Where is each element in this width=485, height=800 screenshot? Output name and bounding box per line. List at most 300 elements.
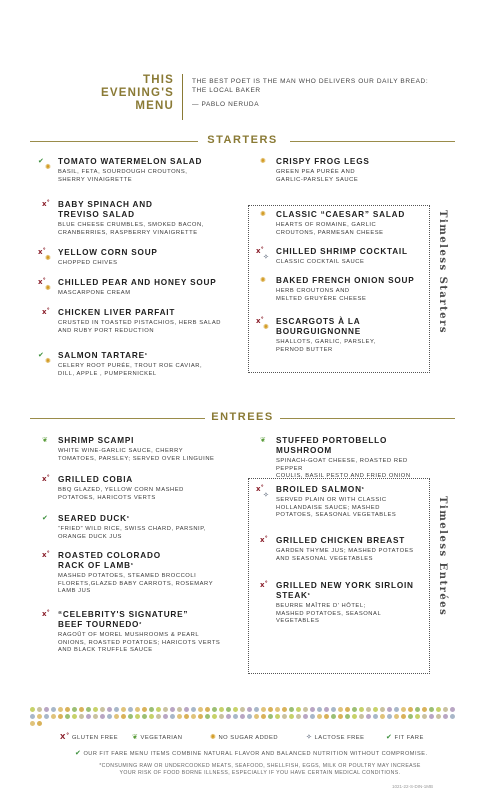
menu-item bbox=[42, 514, 238, 541]
decorative-dot bbox=[163, 707, 168, 712]
description-line: HOLLANDAISE SAUCE; MASHED bbox=[276, 504, 380, 511]
decorative-dot bbox=[86, 714, 91, 719]
description-line: CRUSTED IN TOASTED PISTACHIOS, HERB SALAD bbox=[58, 320, 221, 326]
description-line: RAGOÛT OF MOREL MUSHROOMS & PEARL bbox=[58, 632, 200, 638]
timeless-starters-box bbox=[248, 205, 430, 373]
item-name-text: ESCARGOTS À LA bbox=[276, 317, 361, 326]
timeless-entrees-box bbox=[248, 478, 430, 674]
decorative-dot bbox=[450, 707, 455, 712]
gluten-free-icon: x˚ bbox=[256, 317, 265, 325]
legend-fit-fare bbox=[386, 734, 424, 741]
decorative-dot bbox=[289, 707, 294, 712]
item-name bbox=[58, 351, 238, 361]
decorative-dot bbox=[121, 707, 126, 712]
item-name-text: SALMON TARTARE bbox=[58, 351, 145, 360]
legend-text: VEGETARIAN bbox=[140, 735, 183, 741]
heading-rule-right bbox=[280, 418, 455, 419]
item-name-text: TOMATO WATERMELON SALAD bbox=[58, 157, 203, 166]
decorative-dot bbox=[135, 714, 140, 719]
dietary-icons bbox=[36, 551, 56, 573]
decorative-dot bbox=[303, 714, 308, 719]
decorative-dot bbox=[142, 714, 147, 719]
title-line-1: THIS bbox=[143, 74, 174, 86]
decorative-dot bbox=[65, 714, 70, 719]
decorative-dot bbox=[107, 714, 112, 719]
description-line: CROUTONS, PARMESAN CHEESE bbox=[276, 229, 384, 236]
decorative-dot bbox=[219, 707, 224, 712]
no-sugar-star-icon: ✺ bbox=[260, 276, 266, 284]
decorative-dot bbox=[429, 707, 434, 712]
dietary-icons bbox=[36, 514, 56, 536]
decorative-dot bbox=[282, 714, 287, 719]
gluten-free-icon: x˚ bbox=[38, 278, 47, 286]
decorative-dot bbox=[380, 714, 385, 719]
entrees-heading bbox=[30, 411, 455, 425]
legend-gluten-free bbox=[60, 734, 118, 741]
decorative-dot bbox=[373, 707, 378, 712]
description-line: BBQ GLAZED, YELLOW CORN MASHED bbox=[58, 487, 184, 493]
decorative-dot bbox=[450, 714, 455, 719]
timeless-entrees-label: Timeless Entrées bbox=[437, 496, 448, 617]
item-name bbox=[58, 200, 238, 210]
decorative-dot bbox=[44, 714, 49, 719]
item-name-text: CHICKEN LIVER PARFAIT bbox=[58, 308, 176, 317]
gluten-free-icon: x˚ bbox=[42, 200, 51, 208]
description-line: ONIONS, ROASTED POTATOES; HARICOTS VERTS bbox=[58, 639, 221, 646]
description-line: CLASSIC COCKTAIL SAUCE bbox=[276, 259, 365, 265]
description-line: MASHED POTATOES, STEAMED BROCCOLI bbox=[58, 573, 197, 579]
fit-fare-check-icon: ✔ bbox=[38, 351, 44, 359]
description-line: HEARTS OF ROMAINE, GARLIC bbox=[276, 222, 377, 228]
decorative-dot bbox=[422, 707, 427, 712]
menu-item bbox=[42, 610, 238, 655]
quote-attribution: — PABLO NERUDA bbox=[192, 101, 260, 108]
item-name bbox=[58, 551, 238, 561]
dietary-icons bbox=[254, 436, 274, 458]
decorative-dot bbox=[37, 707, 42, 712]
title-divider bbox=[182, 74, 183, 120]
item-description bbox=[58, 487, 238, 502]
decorative-dot bbox=[310, 707, 315, 712]
decorative-dot bbox=[30, 714, 35, 719]
decorative-dot bbox=[156, 707, 161, 712]
gluten-free-icon: x˚ bbox=[260, 581, 269, 589]
decorative-dot bbox=[184, 714, 189, 719]
decorative-dot bbox=[331, 714, 336, 719]
gluten-free-icon: x˚ bbox=[42, 308, 51, 316]
legend-text: NO SUGAR ADDED bbox=[218, 735, 279, 741]
item-name-text: GRILLED COBIA bbox=[58, 475, 133, 484]
description-line: BLUE CHEESE CRUMBLES, SMOKED BACON, bbox=[58, 222, 204, 228]
description-line: BEURRE MAÎTRE D' HÔTEL; bbox=[276, 603, 366, 609]
item-name-text: BEEF TOURNEDO bbox=[58, 620, 140, 629]
description-line: LAMB JUS bbox=[58, 588, 91, 595]
menu-item bbox=[42, 436, 238, 463]
item-name-text: GRILLED NEW YORK SIRLOIN bbox=[276, 581, 414, 590]
gluten-free-icon: x˚ bbox=[38, 248, 47, 256]
decorative-dot bbox=[100, 707, 105, 712]
decorative-dot bbox=[310, 714, 315, 719]
decorative-dot bbox=[198, 707, 203, 712]
decorative-dot bbox=[373, 714, 378, 719]
decorative-dot bbox=[261, 707, 266, 712]
item-name bbox=[276, 157, 426, 167]
item-name-text: GRILLED CHICKEN BREAST bbox=[276, 536, 406, 545]
description-line: GREEN PEA PURÉE AND bbox=[276, 169, 356, 175]
warning-line-2: YOUR RISK OF FOOD BORNE ILLNESS, ESPECIALLY IF YOU HAVE CERTAIN MEDICAL CONDITIONS. bbox=[119, 770, 401, 776]
lactose-free-icon: ✧ bbox=[263, 253, 269, 261]
decorative-dot bbox=[163, 714, 168, 719]
decorative-dot bbox=[359, 714, 364, 719]
decorative-dot bbox=[142, 707, 147, 712]
decorative-dot bbox=[324, 707, 329, 712]
description-line: HERB CROUTONS AND bbox=[276, 288, 350, 294]
decorative-dot bbox=[422, 714, 427, 719]
description-line: PERNOD BUTTER bbox=[276, 346, 333, 353]
dietary-icons bbox=[36, 308, 56, 330]
item-name-text: STUFFED PORTOBELLO MUSHROOM bbox=[276, 436, 388, 455]
dietary-icons bbox=[36, 436, 56, 458]
decorative-dot bbox=[177, 714, 182, 719]
decorative-dot bbox=[401, 714, 406, 719]
gluten-free-icon: x˚ bbox=[256, 247, 265, 255]
item-name-text: YELLOW CORN SOUP bbox=[58, 248, 158, 257]
decorative-dot bbox=[359, 707, 364, 712]
decorative-dot bbox=[366, 714, 371, 719]
decorative-dot bbox=[30, 721, 35, 726]
decorative-dot bbox=[387, 707, 392, 712]
description-line: MASCARPONE CREAM bbox=[58, 290, 131, 296]
item-name-text: CHILLED SHRIMP COCKTAIL bbox=[276, 247, 408, 256]
heading-rule-right bbox=[290, 141, 455, 142]
decorative-dot bbox=[240, 707, 245, 712]
gluten-free-icon: x˚ bbox=[260, 536, 269, 544]
dietary-icons bbox=[36, 475, 56, 497]
vegetarian-leaf-icon: ❦ bbox=[42, 436, 48, 444]
decorative-dot bbox=[37, 721, 42, 726]
description-line: COULIS, BASIL PESTO AND FRIED ONION bbox=[276, 473, 411, 480]
decorative-dot bbox=[394, 714, 399, 719]
decorative-dot bbox=[72, 707, 77, 712]
raw-food-mark: * bbox=[139, 622, 142, 628]
item-name bbox=[58, 157, 238, 167]
decorative-dot bbox=[93, 714, 98, 719]
decorative-dot bbox=[212, 714, 217, 719]
warning-line-1: *CONSUMING RAW OR UNDERCOOKED MEATS, SEAFOOD, SHELLFISH, EGGS, MILK OR POULTRY MAY INCREASE bbox=[99, 763, 421, 769]
decorative-dot bbox=[247, 714, 252, 719]
item-name bbox=[276, 436, 426, 456]
dietary-icons bbox=[36, 610, 56, 632]
starters-heading bbox=[30, 134, 455, 148]
decorative-dot bbox=[436, 714, 441, 719]
no-sugar-star-icon: ✺ bbox=[45, 254, 51, 262]
description-line: GARDEN THYME JUS; MASHED POTATOES bbox=[276, 548, 414, 554]
description-line: GARLIC-PARSLEY SAUCE bbox=[276, 176, 359, 183]
item-description bbox=[276, 169, 426, 184]
description-line: WHITE WINE-GARLIC SAUCE, CHERRY bbox=[58, 448, 184, 454]
description-line: ORANGE DUCK JUS bbox=[58, 533, 122, 540]
entrees-label: ENTREES bbox=[211, 411, 274, 423]
gluten-free-icon: x˚ bbox=[42, 610, 51, 618]
menu-header bbox=[30, 74, 470, 124]
menu-item bbox=[42, 475, 238, 502]
menu-item bbox=[260, 436, 426, 481]
description-line: SERVED PLAIN OR WITH CLASSIC bbox=[276, 497, 387, 503]
decorative-dot bbox=[205, 707, 210, 712]
decorative-dot bbox=[191, 707, 196, 712]
decorative-dot bbox=[205, 714, 210, 719]
item-description bbox=[58, 222, 238, 237]
fit-fare-check-icon: ✔ bbox=[42, 514, 48, 522]
vegetarian-leaf-icon: ❦ bbox=[260, 436, 266, 444]
decorative-dot bbox=[65, 707, 70, 712]
gluten-free-icon: X˚ bbox=[60, 733, 70, 741]
decorative-dot bbox=[352, 707, 357, 712]
menu-code: 1021-22-S-DIN-1MB bbox=[392, 784, 434, 789]
menu-item bbox=[38, 351, 238, 378]
gluten-free-icon: x˚ bbox=[42, 475, 51, 483]
description-line: TOMATOES, PARSLEY; SERVED OVER LINGUINE bbox=[58, 455, 215, 462]
decorative-dot bbox=[149, 714, 154, 719]
description-line: POTATOES, HARICOTS VERTS bbox=[58, 494, 156, 501]
description-line: SHERRY VINAIGRETTE bbox=[58, 176, 133, 183]
item-name-text: BAKED FRENCH ONION SOUP bbox=[276, 276, 415, 285]
fit-fare-check-icon: ✔ bbox=[38, 157, 44, 165]
decorative-dot bbox=[387, 714, 392, 719]
menu-item bbox=[42, 308, 238, 335]
timeless-starters-label: Timeless Starters bbox=[437, 210, 448, 335]
decorative-dot bbox=[338, 707, 343, 712]
decorative-dot bbox=[247, 707, 252, 712]
menu-item bbox=[38, 278, 238, 298]
description-line: MELTED GRUYÈRE CHEESE bbox=[276, 295, 367, 302]
item-name-text: BROILED SALMON bbox=[276, 485, 362, 494]
item-name-line-2 bbox=[58, 620, 238, 630]
dietary-icons bbox=[36, 248, 56, 270]
no-sugar-star-icon: ✺ bbox=[210, 733, 217, 741]
decorative-dot bbox=[401, 707, 406, 712]
item-name-text: TREVISO SALAD bbox=[58, 210, 135, 219]
decorative-dot bbox=[443, 707, 448, 712]
item-name-text: SHRIMP SCAMPI bbox=[58, 436, 135, 445]
raw-food-warning bbox=[60, 763, 460, 777]
decorative-dot bbox=[128, 707, 133, 712]
raw-food-mark: * bbox=[361, 487, 365, 493]
item-name-line-2 bbox=[58, 210, 238, 220]
item-description bbox=[58, 632, 238, 655]
description-line: CELERY ROOT PURÉE, TROUT ROE CAVIAR, bbox=[58, 363, 203, 369]
quote bbox=[192, 78, 472, 110]
decorative-dot bbox=[282, 707, 287, 712]
decorative-dot bbox=[79, 707, 84, 712]
description-line: AND BLACK TRUFFLE SAUCE bbox=[58, 647, 153, 654]
quote-line-2: THE LOCAL BAKER bbox=[192, 86, 261, 94]
item-name-text: STEAK bbox=[276, 591, 308, 600]
decorative-dot bbox=[219, 714, 224, 719]
dietary-icons bbox=[254, 157, 274, 179]
decorative-dot bbox=[121, 714, 126, 719]
menu-item bbox=[38, 248, 238, 268]
decorative-dot bbox=[170, 714, 175, 719]
decorative-dot bbox=[30, 707, 35, 712]
decorative-dot bbox=[296, 714, 301, 719]
menu-item bbox=[38, 157, 238, 184]
decorative-dot bbox=[114, 707, 119, 712]
decorative-dot bbox=[415, 714, 420, 719]
decorative-dot bbox=[352, 714, 357, 719]
lactose-free-icon: ✧ bbox=[306, 733, 313, 741]
decorative-dot bbox=[93, 707, 98, 712]
decorative-dot bbox=[198, 714, 203, 719]
decorative-dot bbox=[261, 714, 266, 719]
menu-item bbox=[42, 551, 238, 596]
item-name-text: CRISPY FROG LEGS bbox=[276, 157, 370, 166]
title-line-3: MENU bbox=[135, 100, 174, 112]
raw-food-mark: * bbox=[130, 563, 134, 569]
item-name-text: RACK OF LAMB bbox=[58, 561, 131, 570]
no-sugar-star-icon: ✺ bbox=[45, 163, 51, 171]
decorative-dot bbox=[212, 707, 217, 712]
description-line: CRANBERRIES, RASPBERRY VINAIGRETTE bbox=[58, 229, 198, 236]
decorative-dot bbox=[72, 714, 77, 719]
decorative-dot bbox=[184, 707, 189, 712]
decorative-dot bbox=[226, 707, 231, 712]
item-name bbox=[58, 475, 238, 485]
decorative-dot bbox=[51, 714, 56, 719]
vegetarian-leaf-icon: ❦ bbox=[132, 733, 139, 741]
description-line: SPINACH-GOAT CHEESE, ROASTED RED PEPPER bbox=[276, 458, 408, 472]
decorative-dot bbox=[429, 714, 434, 719]
fit-fare-check-icon: ✔ bbox=[386, 733, 393, 741]
decorative-dot bbox=[135, 707, 140, 712]
decorative-dot bbox=[170, 707, 175, 712]
item-name bbox=[58, 248, 238, 258]
item-name-text: BOURGUIGNONNE bbox=[276, 327, 361, 336]
item-name bbox=[58, 610, 238, 620]
item-description bbox=[58, 320, 238, 335]
legend-text: GLUTEN FREE bbox=[72, 735, 119, 741]
item-description bbox=[58, 363, 238, 378]
item-name-text: CHILLED PEAR AND HONEY SOUP bbox=[58, 278, 217, 287]
item-name-text: “CELEBRITY'S SIGNATURE” bbox=[58, 610, 189, 619]
raw-food-mark: * bbox=[307, 593, 311, 599]
decorative-dot bbox=[317, 707, 322, 712]
title-line-2: EVENING'S bbox=[101, 87, 174, 99]
item-name bbox=[58, 436, 238, 446]
decorative-dot bbox=[268, 714, 273, 719]
no-sugar-star-icon: ✺ bbox=[45, 357, 51, 365]
decorative-dot bbox=[233, 714, 238, 719]
dietary-icons bbox=[36, 278, 56, 300]
gluten-free-icon: x˚ bbox=[42, 551, 51, 559]
fit-fare-note bbox=[75, 750, 455, 757]
item-name-text: ROASTED COLORADO bbox=[58, 551, 161, 560]
decorative-dot bbox=[58, 707, 63, 712]
description-line: DILL, APPLE , PUMPERNICKEL bbox=[58, 370, 157, 377]
decorative-dot bbox=[289, 714, 294, 719]
no-sugar-star-icon: ✺ bbox=[45, 284, 51, 292]
decorative-dot bbox=[37, 714, 42, 719]
description-line: CHOPPED CHIVES bbox=[58, 260, 118, 266]
description-line: FLORETS,GLAZED BABY CARROTS, ROSEMARY bbox=[58, 580, 214, 587]
decorative-dot bbox=[107, 707, 112, 712]
item-name bbox=[58, 278, 238, 288]
description-line: “FRIED” WILD RICE, SWISS CHARD, PARSNIP, bbox=[58, 526, 207, 532]
raw-food-mark: * bbox=[144, 353, 148, 359]
description-line: VEGETABLES bbox=[276, 618, 320, 625]
item-description bbox=[58, 573, 238, 596]
decorative-dot bbox=[58, 714, 63, 719]
decorative-dot bbox=[177, 707, 182, 712]
dietary-icons bbox=[36, 157, 56, 179]
decorative-dot bbox=[415, 707, 420, 712]
decorative-dot bbox=[408, 707, 413, 712]
item-name-text: SEARED DUCK bbox=[58, 514, 127, 523]
decorative-dot bbox=[275, 714, 280, 719]
quote-line-1: THE BEST POET IS THE MAN WHO DELIVERS OUR DAILY BREAD: bbox=[192, 78, 429, 85]
raw-food-mark: * bbox=[126, 516, 130, 522]
legend-lactose-free bbox=[306, 734, 365, 741]
menu-item bbox=[42, 200, 238, 237]
decorative-dot bbox=[394, 707, 399, 712]
decorative-dot bbox=[408, 714, 413, 719]
decorative-dot bbox=[436, 707, 441, 712]
legend-text: FIT FARE bbox=[394, 735, 424, 741]
decorative-dot bbox=[366, 707, 371, 712]
starters-label: STARTERS bbox=[207, 134, 278, 146]
decorative-dot bbox=[443, 714, 448, 719]
decorative-dot bbox=[149, 707, 154, 712]
description-line: SHALLOTS, GARLIC, PARSLEY, bbox=[276, 339, 376, 345]
description-line: AND SEASONAL VEGETABLES bbox=[276, 555, 374, 562]
menu-title bbox=[78, 74, 174, 113]
decorative-dot bbox=[317, 714, 322, 719]
decorative-dot bbox=[79, 714, 84, 719]
decorative-dot bbox=[114, 714, 119, 719]
gluten-free-icon: x˚ bbox=[256, 485, 265, 493]
decorative-dot bbox=[86, 707, 91, 712]
decorative-dot bbox=[324, 714, 329, 719]
decorative-dot bbox=[128, 714, 133, 719]
item-description bbox=[58, 169, 238, 184]
description-line: MASHED POTATOES, SEASONAL bbox=[276, 610, 382, 617]
legend-vegetarian bbox=[132, 734, 182, 741]
decorative-dot bbox=[191, 714, 196, 719]
decorative-dot bbox=[345, 707, 350, 712]
fit-fare-note-text: OUR FIT FARE MENU ITEMS COMBINE NATURAL FLAVOR AND BALANCED NUTRITION WITHOUT COMPROMISE. bbox=[83, 751, 428, 757]
decorative-dot bbox=[345, 714, 350, 719]
decorative-dot-band bbox=[30, 707, 458, 719]
description-line: POTATOES, SEASONAL VEGETABLES bbox=[276, 512, 397, 519]
item-description bbox=[58, 260, 238, 268]
decorative-dot bbox=[156, 714, 161, 719]
decorative-dot bbox=[44, 707, 49, 712]
no-sugar-star-icon: ✺ bbox=[260, 210, 266, 218]
decorative-dot bbox=[380, 707, 385, 712]
decorative-dot bbox=[296, 707, 301, 712]
item-description bbox=[58, 290, 238, 298]
decorative-dot bbox=[254, 714, 259, 719]
decorative-dot bbox=[240, 714, 245, 719]
decorative-dot bbox=[100, 714, 105, 719]
dietary-icons bbox=[36, 351, 56, 373]
menu-item bbox=[260, 157, 426, 184]
item-description bbox=[58, 448, 238, 463]
decorative-dot bbox=[331, 707, 336, 712]
item-name-text: BABY SPINACH AND bbox=[58, 200, 153, 209]
decorative-dot bbox=[275, 707, 280, 712]
decorative-dot bbox=[254, 707, 259, 712]
